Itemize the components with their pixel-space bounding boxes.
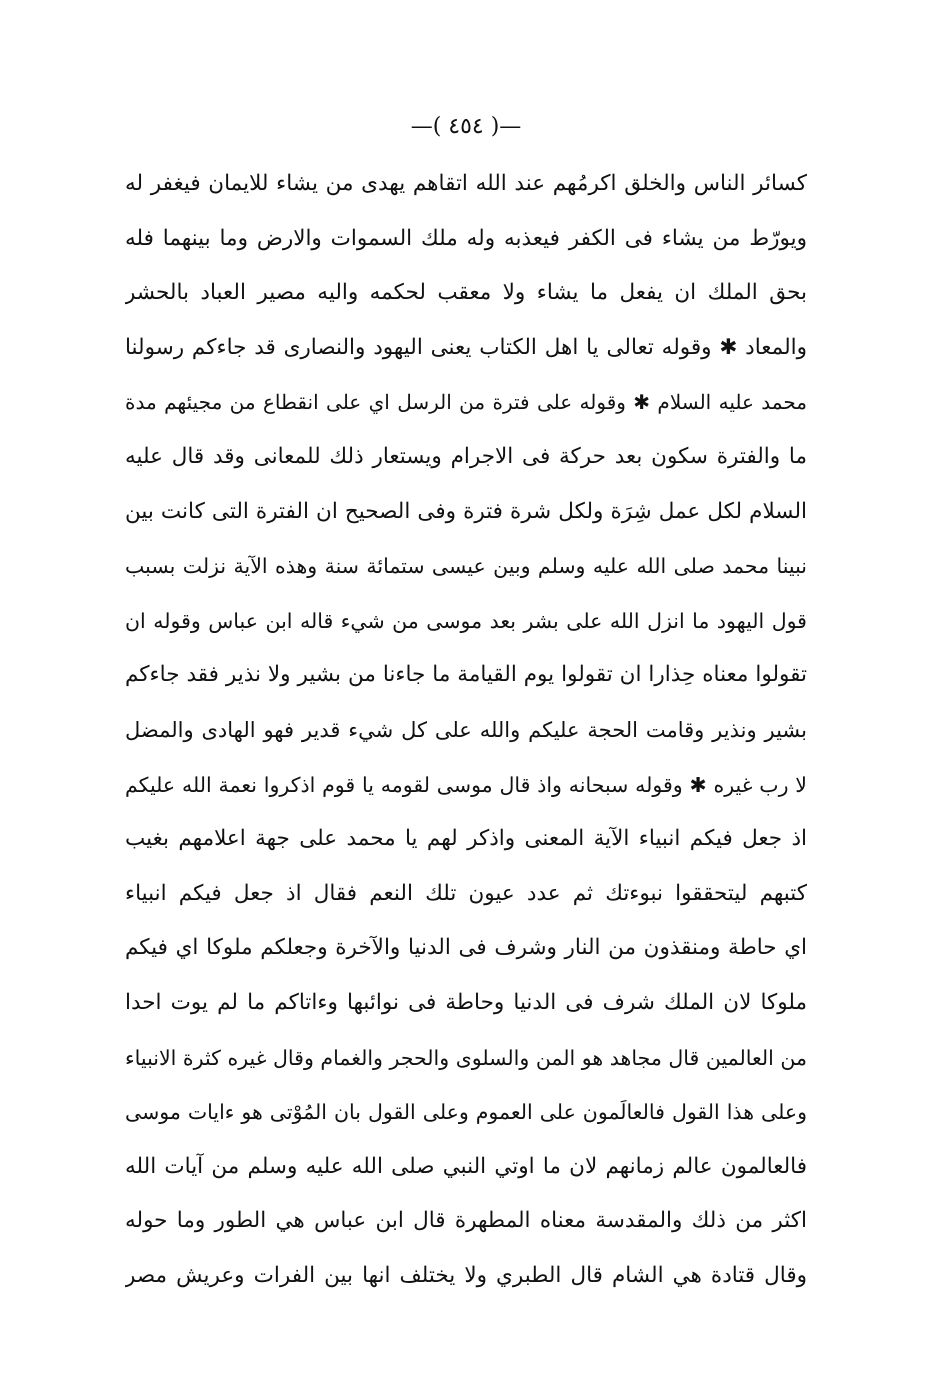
text-line-16: ملوكا لان الملك شرف فى الدنيا وحاطة فى نوائبها وءاتاكم ما لم يوت احدا <box>125 989 807 1015</box>
text-line-12: لا رب غيره ✱ وقوله سبحانه واذ قال موسى لقومه يا قوم اذكروا نعمة الله عليكم <box>125 772 807 797</box>
text-line-7: السلام لكل عمل شِرَة ولكل شرة فترة وفى الصحيح ان الفترة التى كانت بين <box>125 498 807 524</box>
text-line-17: من العالمين قال مجاهد هو المن والسلوى والحجر والغمام وقال غيره كثرة الانبياء <box>125 1045 807 1070</box>
text-line-21: وقال قتادة هي الشام قال الطبري ولا يختلف انها بين الفرات وعريش مصر <box>125 1262 807 1288</box>
text-line-19: فالعالمون عالم زمانهم لان ما اوتي النبي صلى الله عليه وسلم من آيات الله <box>125 1153 807 1179</box>
text-line-14: كتبهم ليتحققوا نبوءتك ثم عدد عيون تلك النعم فقال اذ جعل فيكم انبياء <box>125 880 807 906</box>
text-line-1: كسائر الناس والخلق اكرمُهم عند الله اتقاهم يهدى من يشاء للايمان فيغفر له <box>125 171 807 196</box>
text-line-20: اكثر من ذلك والمقدسة معناه المطهرة قال ابن عباس هي الطور وما حوله <box>125 1208 807 1234</box>
text-line-13: اذ جعل فيكم انبياء الآية المعنى واذكر لهم يا محمد على جهة اعلامهم بغيب <box>125 826 807 852</box>
text-line-15: اي حاطة ومنقذون من النار وشرف فى الدنيا والآخرة وجعلكم ملوكا اي فيكم <box>125 935 807 961</box>
text-line-10: تقولوا معناه حِذارا ان تقولوا يوم القيامة ما جاءنا من بشير ولا نذير فقد جاءكم <box>125 662 807 688</box>
text-line-9: قول اليهود ما انزل الله على بشر بعد موسى من شيء قاله ابن عباس وقوله ان <box>125 608 807 633</box>
text-line-2: ويورّط من يشاء فى الكفر فيعذبه وله ملك السموات والارض وما بينهما فله <box>125 225 807 251</box>
text-line-4: والمعاد ✱ وقوله تعالى يا اهل الكتاب يعنى اليهود والنصارى قد جاءكم رسولنا <box>125 334 807 360</box>
text-line-6: ما والفترة سكون بعد حركة فى الاجرام ويستعار ذلك للمعانى وقد قال عليه <box>125 443 807 469</box>
text-line-8: نبينا محمد صلى الله عليه وسلم وبين عيسى ستمائة سنة وهذه الآية نزلت بسبب <box>125 554 807 579</box>
text-line-18: وعلى هذا القول فالعالَمون على العموم وعلى القول بان المُوْتى هو ءايات موسى <box>125 1100 807 1125</box>
page-number: —( ٤٥٤ )— <box>410 114 522 139</box>
body-text <box>125 157 807 1303</box>
text-line-5: محمد عليه السلام ✱ وقوله على فترة من الرسل اي على انقطاع من مجيئهم مدة <box>125 390 807 415</box>
text-line-11: بشير ونذير وقامت الحجة عليكم والله على كل شيء قدير فهو الهادى والمضل <box>125 717 807 742</box>
text-line-3: بحق الملك ان يفعل ما يشاء ولا معقب لحكمه واليه مصير العباد بالحشر <box>125 280 807 306</box>
